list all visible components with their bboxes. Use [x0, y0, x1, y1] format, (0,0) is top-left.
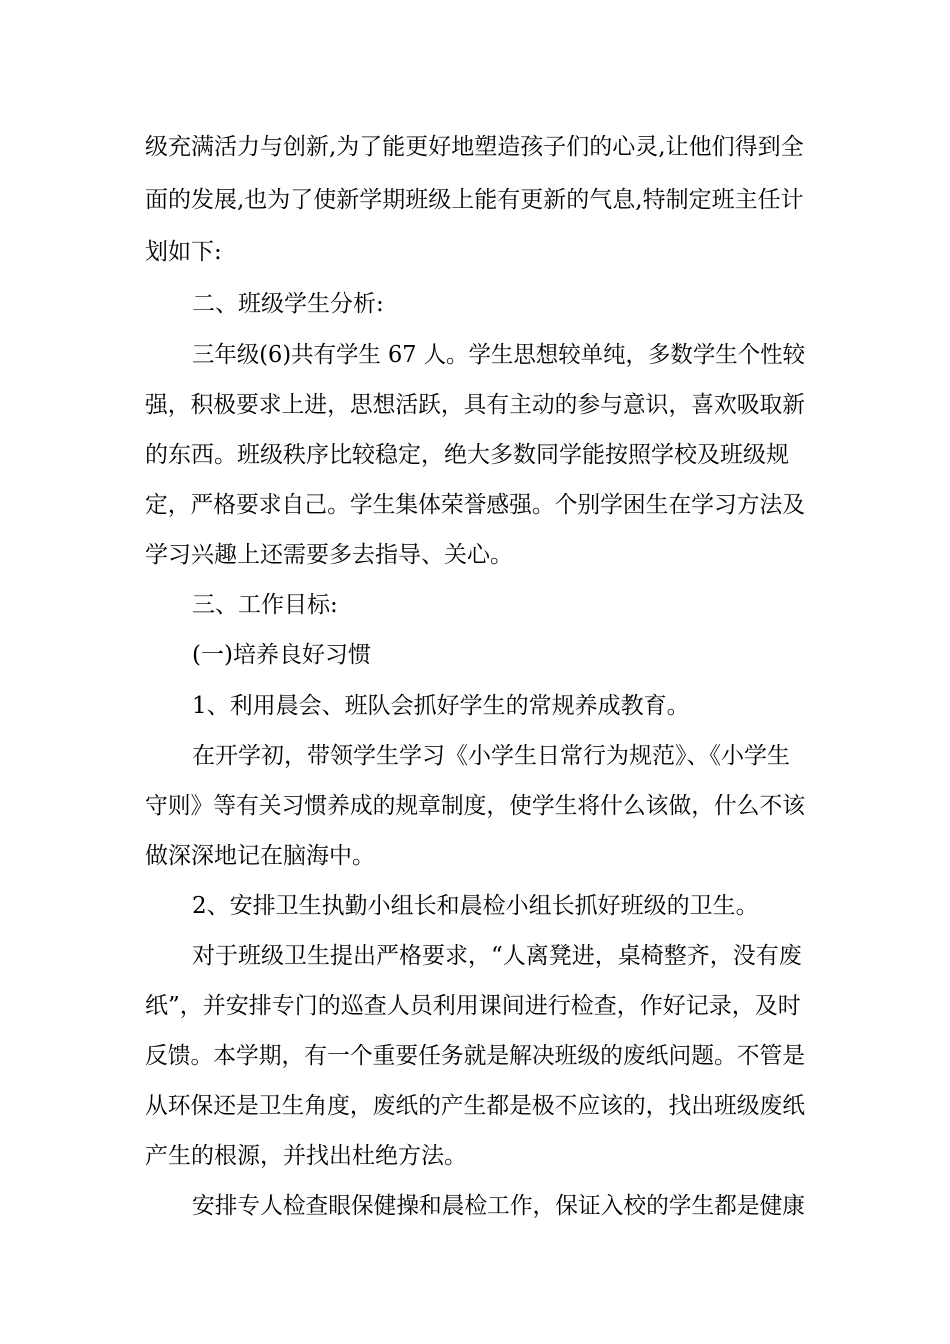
text-line: 安排专人检查眼保健操和晨检工作，保证入校的学生都是健康 [192, 1193, 805, 1219]
text-line: 从环保还是卫生角度，废纸的产生都是极不应该的，找出班级废纸 [145, 1093, 805, 1119]
text-line: 1、利用晨会、班队会抓好学生的常规养成教育。 [192, 693, 690, 719]
text-line: 对于班级卫生提出严格要求，“人离凳进，桌椅整齐，没有废 [192, 943, 802, 969]
text-line: 学习兴趣上还需要多去指导、关心。 [145, 542, 513, 568]
section-heading: 三、工作目标: [192, 592, 338, 618]
text-line: 守则》等有关习惯养成的规章制度，使学生将什么该做，什么不该 [145, 793, 805, 819]
text-line: 在开学初，带领学生学习《小学生日常行为规范》、《小学生 [192, 743, 790, 769]
text-line: 定，严格要求自己。学生集体荣誉感强。个别学困生在学习方法及 [145, 492, 805, 518]
text-line: 划如下: [145, 239, 222, 265]
section-heading: 二、班级学生分析: [192, 291, 384, 317]
text-line: 的东西。班级秩序比较稳定，绝大多数同学能按照学校及班级规 [145, 442, 789, 468]
subsection-heading: (一)培养良好习惯 [192, 642, 371, 668]
text-line: 产生的根源，并找出杜绝方法。 [145, 1143, 467, 1169]
text-line: 反馈。本学期，有一个重要任务就是解决班级的废纸问题。不管是 [145, 1043, 805, 1069]
text-line: 三年级(6)共有学生 67 人。学生思想较单纯，多数学生个性较 [192, 342, 806, 368]
text-line: 级充满活力与创新,为了能更好地塑造孩子们的心灵,让他们得到全 [145, 134, 804, 160]
text-line: 强，积极要求上进，思想活跃，具有主动的参与意识，喜欢吸取新 [145, 392, 805, 418]
text-line: 2、安排卫生执勤小组长和晨检小组长抓好班级的卫生。 [192, 893, 759, 919]
text-line: 纸”，并安排专门的巡查人员利用课间进行检查，作好记录，及时 [145, 993, 801, 1019]
text-line: 做深深地记在脑海中。 [145, 843, 375, 869]
text-line: 面的发展,也为了使新学期班级上能有更新的气息,特制定班主任计 [145, 187, 804, 213]
